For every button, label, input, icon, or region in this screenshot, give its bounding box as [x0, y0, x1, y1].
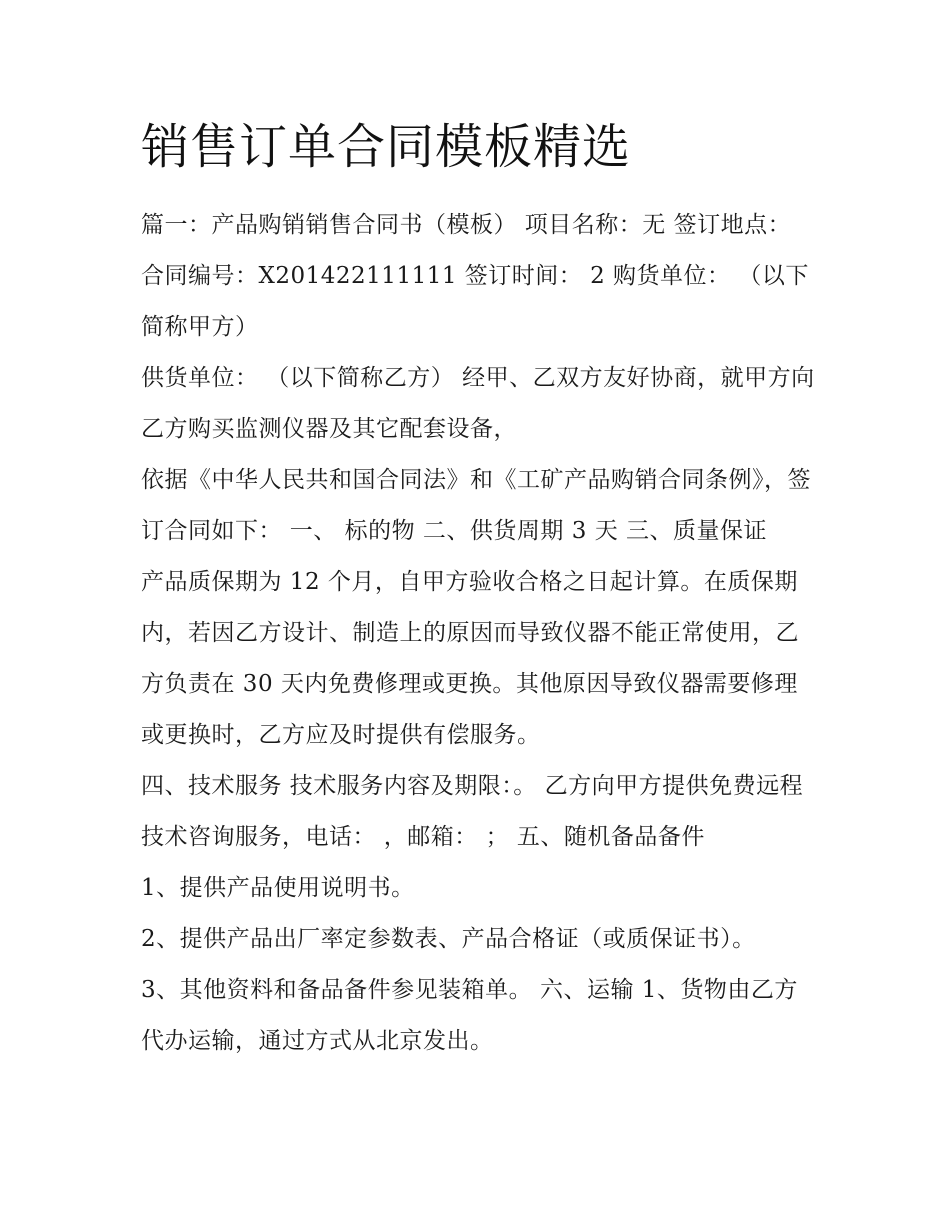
document-page: [141, 112, 821, 1067]
paragraph-supplier: 供货单位： （以下简称乙方） 经甲、乙双方友好协商，就甲方向乙方购买监测仪器及其它配套设备，: [141, 365, 815, 442]
document-title: 销售订单合同模板精选: [141, 119, 632, 175]
paragraph-contract-header: 篇一：产品购销销售合同书（模板） 项目名称：无 签订地点： 合同编号：X201422111111 签订时间： 2 购货单位： （以下简称甲方）: [141, 212, 809, 340]
paragraph-warranty: 产品质保期为 12 个月，自甲方验收合格之日起计算。在质保期内，若因乙方设计、制造上的原因而导致仪器不能正常使用，乙方负责在 30 天内免费修理或更换。其他原因导致仪器需要修理或更换时，乙方应及时提供有偿服务。: [141, 569, 799, 748]
paragraph-technical-service: 四、技术服务 技术服务内容及期限：。 乙方向甲方提供免费远程技术咨询服务，电话： ，邮箱： ； 五、随机备品备件: [141, 773, 804, 850]
paragraph-item-3-transport: 3、其他资料和备品备件参见装箱单。 六、运输 1、货物由乙方代办运输，通过方式从北京发出。: [141, 977, 798, 1054]
paragraph-legal-basis: 依据《中华人民共和国合同法》和《工矿产品购销合同条例》，签订合同如下： 一、 标的物 二、供货周期 3 天 三、质量保证: [141, 467, 811, 544]
paragraph-item-1: 1、提供产品使用说明书。: [141, 875, 415, 901]
paragraph-item-2: 2、提供产品出厂率定参数表、产品合格证（或质保证书）。: [141, 926, 756, 952]
